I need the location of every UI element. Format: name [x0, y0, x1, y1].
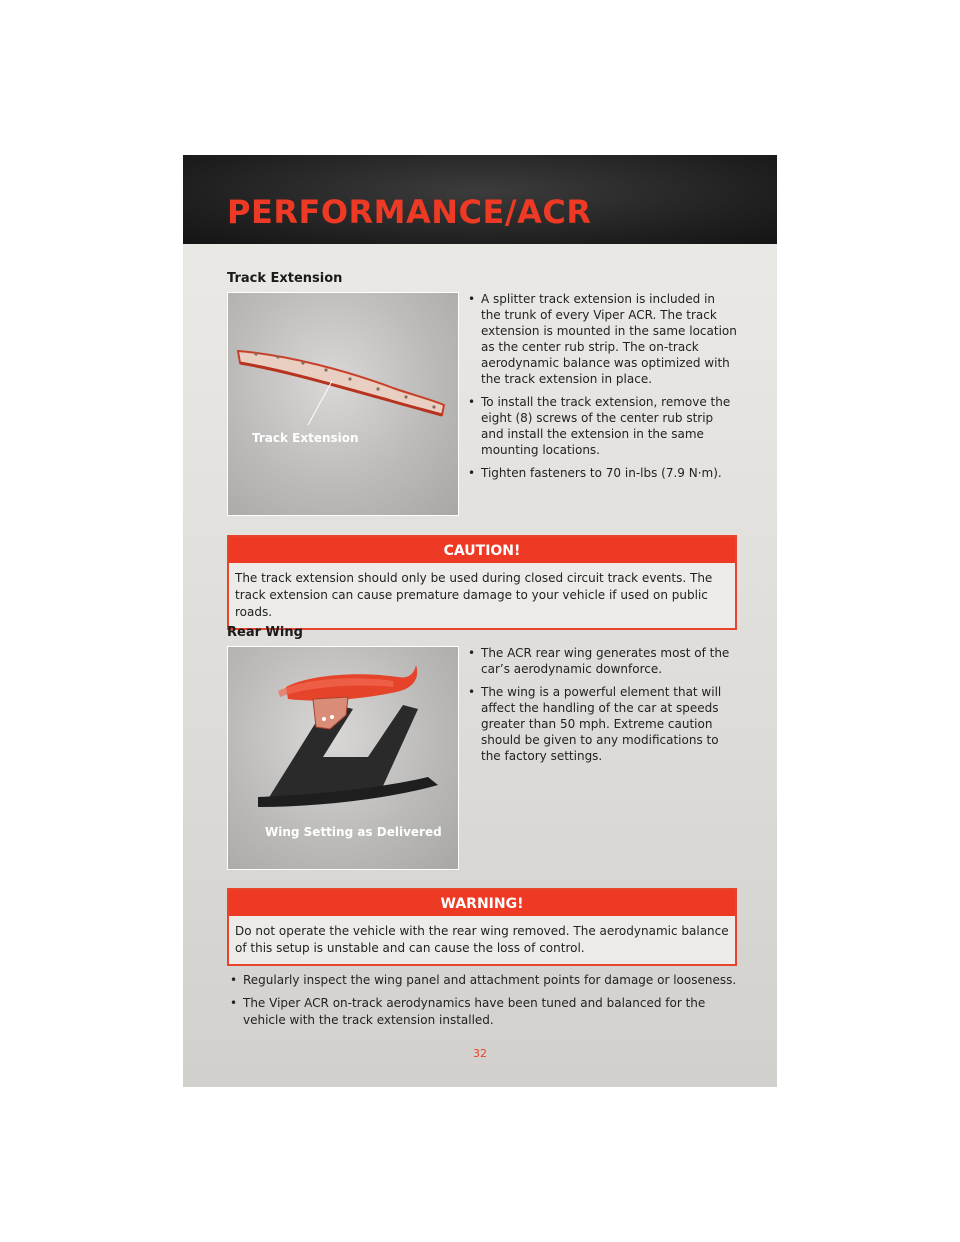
rear-wing-bullets: [465, 645, 737, 771]
caution-box: [227, 535, 737, 630]
manual-page: [183, 155, 777, 1087]
rear-wing-photo: [227, 646, 459, 870]
track-extension-image-label: Track Extension: [252, 431, 359, 445]
caution-text: The track extension should only be used during closed circuit track events. The track extension can cause premature damage to your vehicle if used on public roads.: [235, 571, 713, 619]
list-item: • Regularly inspect the wing panel and attachment points for damage or looseness.: [227, 972, 747, 989]
list-item: • The wing is a powerful element that will affect the handling of the car at speeds greater than 50 mph. Extreme caution should be given to any modifications to the factory settings.: [465, 684, 737, 764]
track-extension-heading: Track Extension: [227, 271, 343, 286]
list-item: • Tighten fasteners to 70 in-lbs (7.9 N·m).: [465, 465, 737, 481]
list-item: • A splitter track extension is included in the trunk of every Viper ACR. The track extension is mounted in the same location as the center rub strip. The on-track aerodynamic balance was optimized with the track extension in place.: [465, 291, 737, 387]
caution-title: CAUTION!: [229, 537, 735, 563]
inspection-bullets: [227, 972, 747, 1035]
header-title: PERFORMANCE/ACR: [227, 193, 592, 231]
track-extension-bullets: [465, 291, 737, 488]
list-item: • The ACR rear wing generates most of the car’s aerodynamic downforce.: [465, 645, 737, 677]
warning-box: [227, 888, 737, 966]
list-item: • The Viper ACR on-track aerodynamics have been tuned and balanced for the vehicle with the track extension installed.: [227, 995, 747, 1029]
page-number: 32: [473, 1047, 487, 1060]
track-extension-photo: [227, 292, 459, 516]
track-extension-illustration: [228, 293, 458, 515]
rear-wing-heading: Rear Wing: [227, 625, 303, 640]
warning-title: WARNING!: [229, 890, 735, 916]
list-item: • To install the track extension, remove the eight (8) screws of the center rub strip and install the extension in the same mounting locations.: [465, 394, 737, 458]
warning-text: Do not operate the vehicle with the rear wing removed. The aerodynamic balance of this setup is unstable and can cause the loss of control.: [235, 924, 729, 955]
rear-wing-image-label: Wing Setting as Delivered: [265, 825, 442, 839]
page-header: [183, 155, 777, 244]
